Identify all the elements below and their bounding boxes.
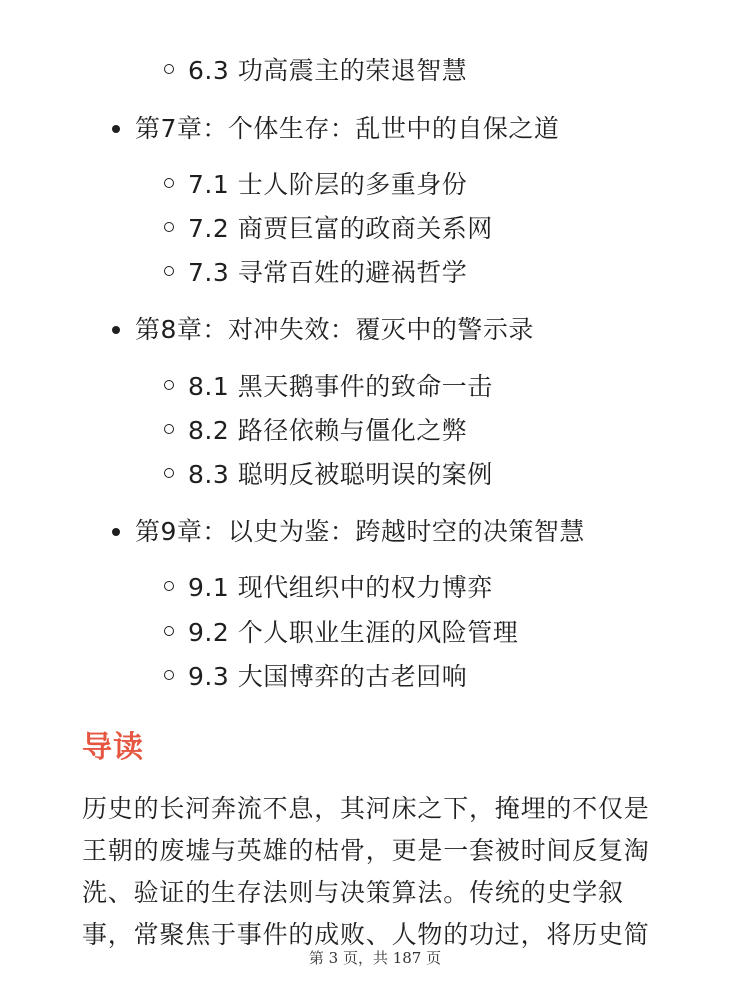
toc-section-7-2 — [188, 212, 493, 246]
toc-item-text: 7.3 寻常百姓的避祸哲学 — [188, 258, 468, 287]
paragraph-line: 历史的长河奔流不息，其河床之下，掩埋的不仅是 — [82, 794, 650, 823]
toc-chapter-8 — [135, 313, 534, 347]
toc-item-text: 第9章：以史为鉴：跨越时空的决策智慧 — [135, 517, 585, 546]
hollow-bullet-icon — [164, 424, 174, 434]
toc-chapter-9 — [135, 515, 585, 549]
toc-item-text: 第8章：对冲失效：覆灭中的警示录 — [135, 315, 534, 344]
hollow-bullet-icon — [164, 266, 174, 276]
toc-section-7-3 — [188, 256, 467, 290]
paragraph-line: 洗、验证的生存法则与决策算法。传统的史学叙 — [82, 878, 624, 907]
hollow-bullet-icon — [164, 222, 174, 232]
toc-item-text: 9.3 大国博弈的古老回响 — [188, 662, 468, 691]
paragraph-line: 王朝的废墟与英雄的枯骨，更是一套被时间反复淘 — [82, 836, 650, 865]
toc-section-9-2 — [188, 616, 518, 650]
paragraph-line: 事，常聚焦于事件的成败、人物的功过，将历史简 — [82, 920, 650, 949]
hollow-bullet-icon — [164, 380, 174, 390]
page-number-footer: 第 3 页，共 187 页 — [308, 949, 442, 967]
toc-section-7-1 — [188, 168, 467, 202]
toc-section-9-3 — [188, 660, 467, 694]
toc-chapter-7 — [135, 112, 559, 146]
filled-bullet-icon — [112, 326, 120, 334]
hollow-bullet-icon — [164, 581, 174, 591]
toc-item-text: 7.2 商贾巨富的政商关系网 — [188, 214, 493, 243]
toc-item-text: 6.3 功高震主的荣退智慧 — [188, 56, 468, 85]
toc-section-8-2 — [188, 414, 467, 448]
toc-item-text: 9.2 个人职业生涯的风险管理 — [188, 618, 519, 647]
filled-bullet-icon — [112, 125, 120, 133]
toc-section-6-3 — [188, 54, 467, 88]
hollow-bullet-icon — [164, 178, 174, 188]
toc-item-text: 7.1 士人阶层的多重身份 — [188, 170, 468, 199]
toc-item-text: 第7章：个体生存：乱世中的自保之道 — [135, 114, 560, 143]
section-heading: 导读 — [82, 730, 144, 765]
hollow-bullet-icon — [164, 626, 174, 636]
toc-section-8-1 — [188, 370, 493, 404]
toc-section-8-3 — [188, 458, 493, 492]
intro-paragraph — [82, 788, 682, 956]
filled-bullet-icon — [112, 528, 120, 536]
toc-item-text: 8.1 黑天鹅事件的致命一击 — [188, 372, 493, 401]
toc-item-text: 8.2 路径依赖与僵化之弊 — [188, 416, 468, 445]
toc-item-text: 9.1 现代组织中的权力博弈 — [188, 573, 493, 602]
toc-item-text: 8.3 聪明反被聪明误的案例 — [188, 460, 493, 489]
hollow-bullet-icon — [164, 468, 174, 478]
hollow-bullet-icon — [164, 64, 174, 74]
hollow-bullet-icon — [164, 670, 174, 680]
toc-section-9-1 — [188, 571, 493, 605]
